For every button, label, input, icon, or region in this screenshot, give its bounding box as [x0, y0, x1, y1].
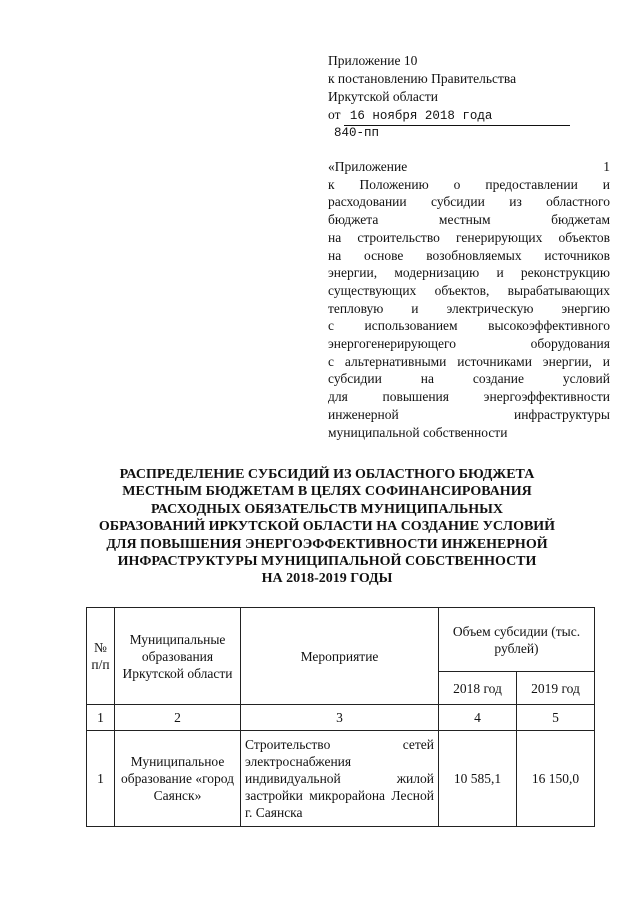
row-num: 1	[87, 731, 115, 827]
col-number: 5	[517, 705, 595, 731]
title-line: НА 2018-2019 ГОДЫ	[261, 571, 393, 587]
table-row	[87, 731, 595, 827]
ref-line: на строительство генерирующих объектов	[328, 229, 610, 245]
ref-line: существующих объектов, вырабатывающих	[328, 282, 610, 298]
title-line: ИНФРАСТРУКТУРЫ МУНИЦИПАЛЬНОЙ СОБСТВЕННОСТИ	[117, 554, 537, 570]
ref-line: энергии, модернизацию и реконструкцию	[328, 265, 610, 281]
col-number: 3	[241, 705, 439, 731]
ref-line: тепловую и электрическую энергию	[328, 300, 610, 316]
header-year-2019: 2019 год	[517, 672, 595, 705]
header-activity: Мероприятие	[241, 608, 439, 705]
row-2018-value: 10 585,1	[439, 731, 517, 827]
ref-line: энергогенерирующего оборудования	[328, 336, 610, 351]
title-line: ДЛЯ ПОВЫШЕНИЯ ЭНЕРГОЭФФЕКТИВНОСТИ ИНЖЕНЕРНОЙ	[106, 536, 548, 552]
header-year-2018: 2018 год	[439, 672, 517, 705]
ref-line: с использованием высокоэффективного	[328, 318, 610, 334]
document-title	[88, 466, 566, 588]
header-municipality: Муниципальные образования Иркутской области	[115, 608, 241, 705]
decree-number: 840-пп	[334, 126, 380, 140]
header-num: № п/п	[87, 608, 115, 705]
col-number: 4	[439, 705, 517, 731]
appendix-region: Иркутской области	[328, 89, 439, 104]
col-number: 1	[87, 705, 115, 731]
ref-line: муниципальной собственности	[328, 424, 508, 440]
ref-line: расходовании субсидии из областного	[328, 194, 610, 210]
date-prefix: от	[328, 107, 341, 122]
ref-line: бюджета местным бюджетам	[328, 212, 610, 228]
ref-line: «Приложение 1	[328, 159, 610, 174]
ref-line: инженерной инфраструктуры	[328, 406, 610, 422]
title-line: ОБРАЗОВАНИЙ ИРКУТСКОЙ ОБЛАСТИ НА СОЗДАНИЕ УСЛОВИЙ	[98, 519, 556, 535]
row-activity: Строительство сетей электроснабжения индивидуальной жилой застройки микрорайона Лесной г. Саянска	[241, 731, 439, 827]
subsidy-table	[86, 607, 595, 827]
header-subsidy: Объем субсидии (тыс. рублей)	[439, 608, 595, 672]
ref-line: на основе возобновляемых источников	[328, 247, 610, 263]
title-line: РАСПРЕДЕЛЕНИЕ СУБСИДИЙ ИЗ ОБЛАСТНОГО БЮДЖЕТА	[119, 467, 535, 482]
appendix-number: Приложение 10	[328, 53, 418, 68]
row-2019-value: 16 150,0	[517, 731, 595, 827]
date-value: 16 ноября 2018 года	[344, 107, 570, 126]
appendix-date-line	[328, 106, 570, 126]
title-line: РАСХОДНЫХ ОБЯЗАТЕЛЬСТВ МУНИЦИПАЛЬНЫХ	[150, 501, 504, 517]
appendix-decree: к постановлению Правительства	[328, 71, 517, 86]
ref-line: с альтернативными источниками энергии, и	[328, 353, 610, 369]
title-line: МЕСТНЫМ БЮДЖЕТАМ В ЦЕЛЯХ СОФИНАНСИРОВАНИЯ	[122, 484, 532, 500]
row-municipality: Муниципальное образование «город Саянск»	[115, 731, 241, 827]
col-number: 2	[115, 705, 241, 731]
ref-line: к Положению о предоставлении и	[328, 176, 610, 192]
ref-line: субсидии на создание условий	[328, 371, 610, 387]
ref-line: для повышения энергоэффективности	[328, 389, 610, 405]
